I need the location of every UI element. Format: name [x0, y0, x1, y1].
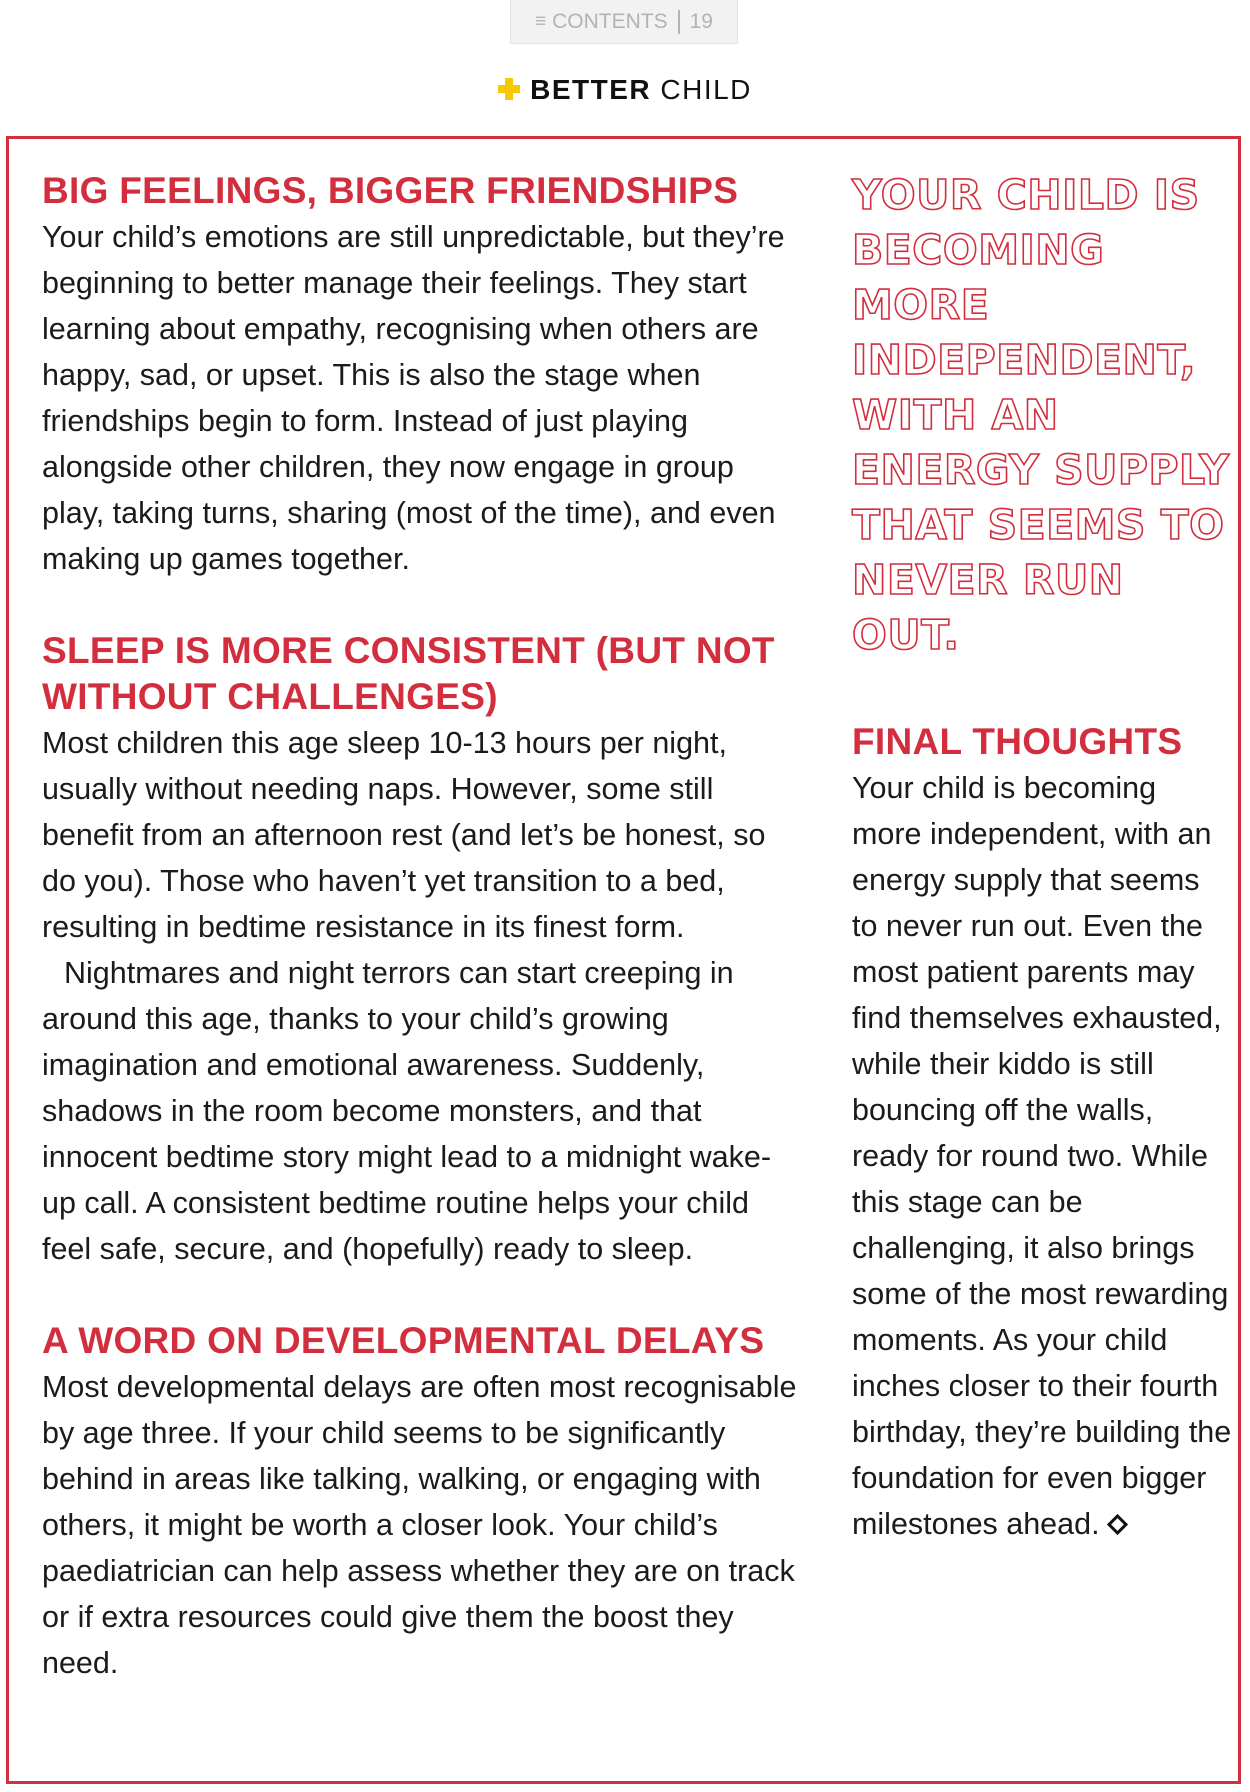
section-paragraph: Your child’s emotions are still unpredictable, but they’re beginning to better manage their feelings. They start learning about empathy, recognising when others are happy, sad, or upset. This is also the stage when friendships begin to form. Instead of just playing alongside other children, they now engage in group play, taking turns, sharing (most of the time), and even making up games together.: [42, 220, 785, 576]
section-paragraph: Nightmares and night terrors can start creeping in around this age, thanks to your child’s growing imagination and emotional awareness. Suddenly, shadows in the room become monsters, and that innocent bedtime story might lead to a midnight wake-up call. A consistent bedtime routine helps your child feel safe, secure, and (hopefully) ready to sleep.: [42, 956, 771, 1266]
plus-icon: [498, 78, 520, 100]
section-name-regular: CHILD: [660, 74, 752, 105]
article-section: [42, 168, 802, 582]
section-name-bold: BETTER: [530, 74, 652, 105]
section-paragraph: Most developmental delays are often most recognisable by age three. If your child seems to be significantly behind in areas like talking, walking, or engaging with others, it might be worth a closer look. Your child’s paediatrician can help assess whether they are on track or if extra resources could give them the boost they need.: [42, 1370, 797, 1680]
section-paragraph: Most children this age sleep 10-13 hours per night, usually without needing naps. However, some still benefit from an afternoon rest (and let’s be honest, so do you). Those who haven’t yet transition to a bed, resulting in bedtime resistance in its finest form.: [42, 726, 766, 944]
article-section: [42, 1318, 802, 1686]
final-thoughts-heading: FINAL THOUGHTS: [852, 721, 1183, 762]
contents-label: CONTENTS: [552, 9, 668, 33]
section-heading: A WORD ON DEVELOPMENTAL DELAYS: [42, 1320, 765, 1361]
contents-button[interactable]: [510, 0, 738, 44]
section-heading: BIG FEELINGS, BIGGER FRIENDSHIPS: [42, 170, 739, 211]
pull-quote: YOUR CHILD IS BECOMING MORE INDEPENDENT, WITH AN ENERGY SUPPLY THAT SEEMS TO NEVER RUN OUT.: [852, 171, 1230, 659]
menu-lines-icon: ≡: [535, 10, 547, 32]
section-heading: SLEEP IS MORE CONSISTENT (BUT NOT WITHOUT CHALLENGES): [42, 630, 775, 717]
end-of-article-icon: [1106, 1514, 1127, 1535]
article-main-column: [42, 168, 802, 1686]
article-section: [42, 628, 802, 1272]
divider: [678, 10, 680, 34]
section-header: [0, 74, 1250, 106]
final-thoughts-text: Your child is becoming more independent, with an energy supply that seems to never run out. Even the most patient parents may find themselves exhausted, while their kiddo is still bouncing off the walls, ready for round two. While this stage can be challenging, it also brings some of the most rewarding moments. As your child inches closer to their fourth birthday, they’re building the foundation for even bigger milestones ahead.: [852, 771, 1232, 1541]
final-thoughts-paragraph: [852, 765, 1232, 1547]
page-number: 19: [689, 9, 713, 33]
final-thoughts-section: [852, 719, 1232, 1547]
article-side-column: [852, 168, 1232, 1547]
